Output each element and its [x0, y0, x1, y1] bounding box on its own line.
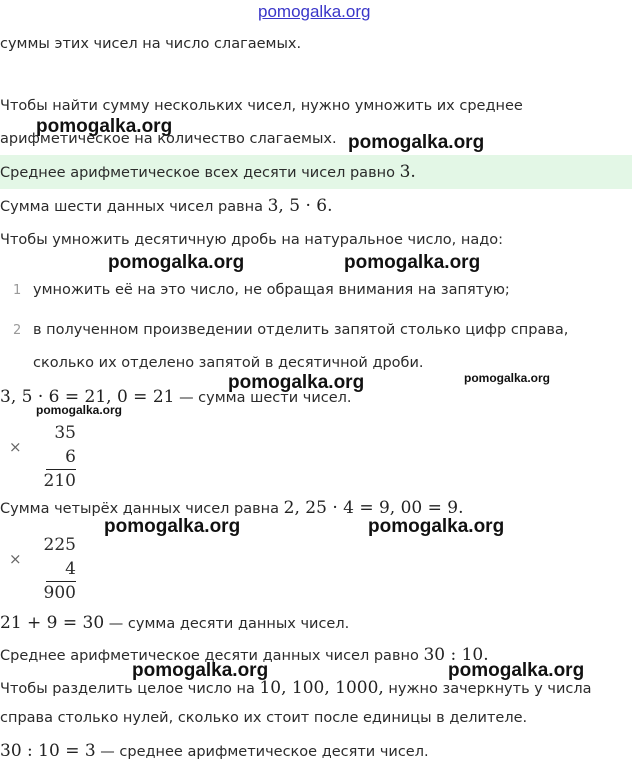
- math: 30 : 10 = 3: [0, 741, 96, 761]
- watermark: pomogalka.org: [104, 516, 241, 537]
- list-number: 2: [13, 323, 22, 338]
- text: Чтобы разделить целое число на: [0, 681, 260, 697]
- text: Сумма шести данных чисел равна: [0, 199, 268, 215]
- product: 210: [43, 471, 76, 491]
- text-line: [0, 498, 464, 518]
- product: 900: [43, 583, 76, 603]
- text: — среднее арифметическое десяти чисел.: [95, 744, 429, 760]
- text: Среднее арифметическое всех десяти чисел равно: [0, 165, 400, 181]
- text-line: [0, 741, 429, 761]
- highlighted-statement: [0, 162, 416, 182]
- times-sign: ×: [9, 550, 22, 568]
- text: Среднее арифметическое десяти данных чисел равно: [0, 648, 424, 664]
- text: — сумма шести чисел.: [174, 390, 352, 406]
- watermark: pomogalka.org: [344, 252, 481, 273]
- math: 2, 25 · 4 = 9, 00 = 9.: [283, 498, 464, 518]
- list-item-continuation: сколько их отделено запятой в десятичной дроби.: [33, 355, 424, 371]
- math: 3, 5 · 6 = 21, 0 = 21: [0, 387, 175, 407]
- multiplicand: 35: [54, 423, 76, 443]
- times-sign: ×: [9, 438, 22, 456]
- text: — сумма десяти данных чисел.: [104, 616, 350, 632]
- text: нужно зачеркнуть у числа: [383, 681, 592, 697]
- math: 21 + 9 = 30: [0, 613, 105, 633]
- multiplier: 6: [65, 447, 76, 467]
- text-line: [0, 613, 349, 633]
- text-line: арифметическое на количество слагаемых.: [0, 131, 337, 147]
- list-number: 1: [13, 283, 22, 298]
- math: 10, 100, 1000,: [259, 678, 384, 698]
- watermark: pomogalka.org: [36, 403, 123, 417]
- watermark: pomogalka.org: [448, 660, 585, 681]
- watermark-top-link[interactable]: pomogalka.org: [258, 2, 371, 21]
- watermark: pomogalka.org: [108, 252, 245, 273]
- watermark: pomogalka.org: [36, 116, 173, 137]
- text-line: суммы этих чисел на число слагаемых.: [0, 36, 302, 52]
- watermark: pomogalka.org: [132, 660, 269, 681]
- watermark: pomogalka.org: [368, 516, 505, 537]
- multiplier: 4: [65, 559, 76, 579]
- list-item: в полученном произведении отделить запятой столько цифр справа,: [33, 322, 569, 338]
- divider: [46, 581, 76, 582]
- math: 3, 5 · 6.: [267, 196, 333, 216]
- text: Сумма четырёх данных чисел равна: [0, 501, 284, 517]
- text-line: Чтобы умножить десятичную дробь на натуральное число, надо:: [0, 232, 503, 248]
- text-line: [0, 196, 332, 216]
- text-line: Чтобы найти сумму нескольких чисел, нужно умножить их среднее: [0, 98, 523, 114]
- divider: [46, 469, 76, 470]
- math: 30 : 10.: [423, 645, 489, 665]
- list-item: умножить её на это число, не обращая внимания на запятую;: [33, 282, 510, 298]
- watermark: pomogalka.org: [348, 132, 485, 153]
- math: 3.: [399, 162, 416, 182]
- watermark: pomogalka.org: [228, 372, 365, 393]
- watermark: pomogalka.org: [464, 371, 551, 385]
- multiplicand: 225: [43, 535, 76, 555]
- text-line: справа столько нулей, сколько их стоит после единицы в делителе.: [0, 710, 528, 726]
